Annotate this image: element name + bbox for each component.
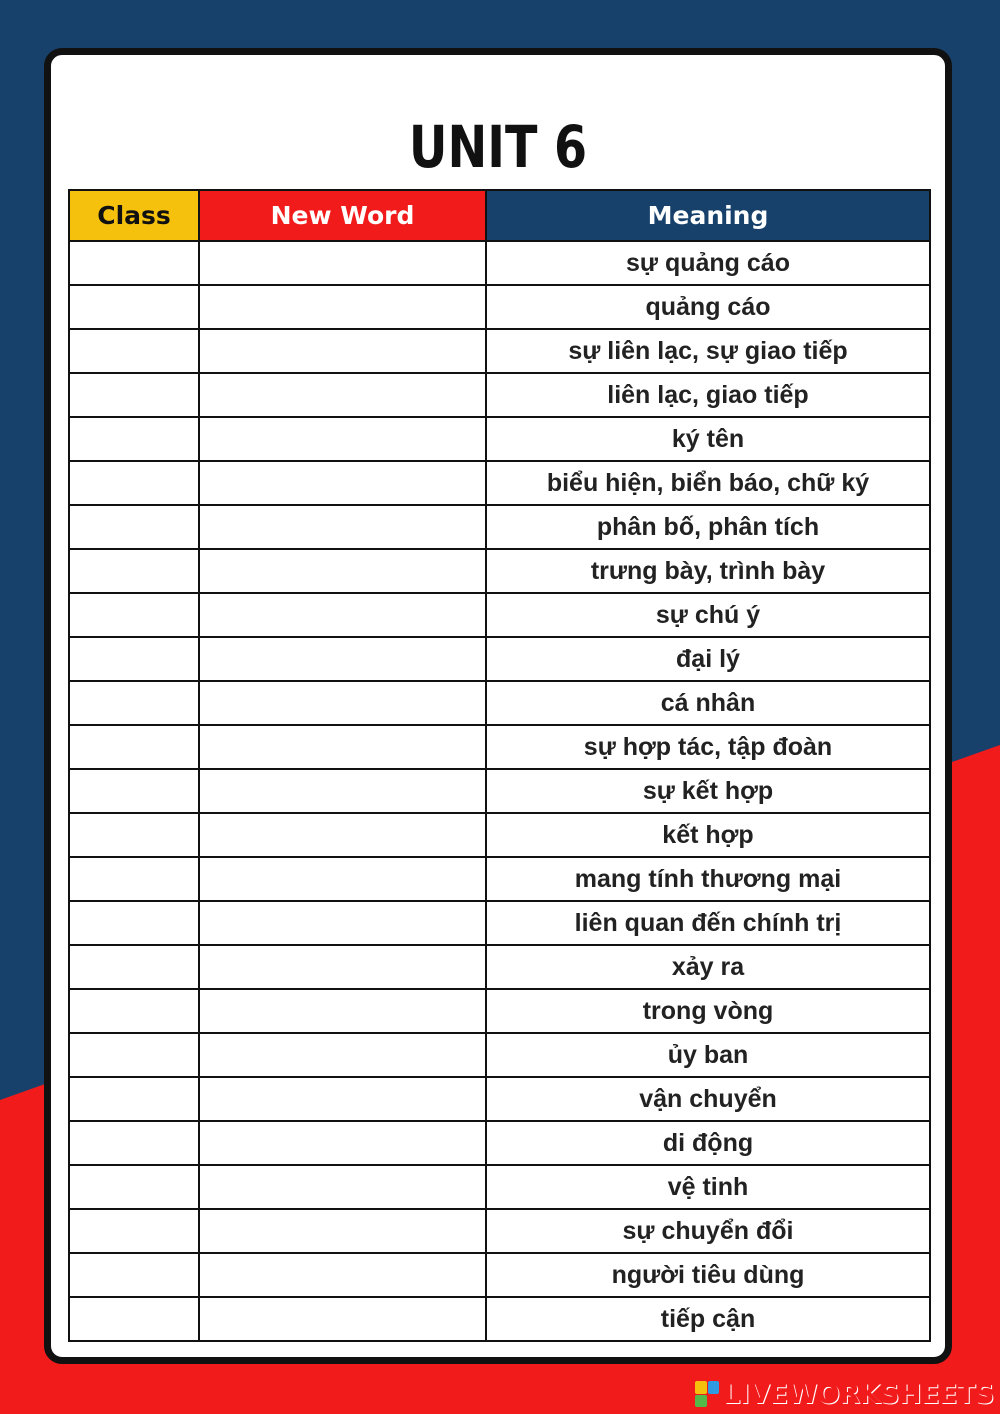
class-cell[interactable] (69, 681, 199, 725)
meaning-cell: sự chuyển đổi (486, 1209, 930, 1253)
table-row (69, 989, 930, 1033)
class-cell[interactable] (69, 1121, 199, 1165)
meaning-cell: người tiêu dùng (486, 1253, 930, 1297)
meaning-cell: mang tính thương mại (486, 857, 930, 901)
new-word-cell[interactable] (199, 593, 486, 637)
class-cell[interactable] (69, 1297, 199, 1341)
table-row (69, 725, 930, 769)
class-cell[interactable] (69, 417, 199, 461)
new-word-cell[interactable] (199, 549, 486, 593)
class-cell[interactable] (69, 725, 199, 769)
table-row (69, 1253, 930, 1297)
watermark-text: LIVEWORKSHEETS (723, 1378, 994, 1410)
meaning-cell: sự liên lạc, sự giao tiếp (486, 329, 930, 373)
table-row (69, 637, 930, 681)
table-row (69, 1209, 930, 1253)
table-row (69, 1297, 930, 1341)
class-cell[interactable] (69, 1033, 199, 1077)
header-new-word: New Word (199, 190, 486, 241)
table-row (69, 593, 930, 637)
table-row (69, 1121, 930, 1165)
meaning-cell: cá nhân (486, 681, 930, 725)
table-body (69, 241, 930, 1341)
class-cell[interactable] (69, 593, 199, 637)
worksheet-card (44, 48, 952, 1364)
liveworksheets-logo-icon (695, 1381, 719, 1407)
new-word-cell[interactable] (199, 769, 486, 813)
class-cell[interactable] (69, 1077, 199, 1121)
vocabulary-table (68, 189, 931, 1342)
table-row (69, 549, 930, 593)
table-row (69, 329, 930, 373)
table-row (69, 1033, 930, 1077)
new-word-cell[interactable] (199, 1077, 486, 1121)
new-word-cell[interactable] (199, 329, 486, 373)
meaning-cell: quảng cáo (486, 285, 930, 329)
meaning-cell: trong vòng (486, 989, 930, 1033)
table-row (69, 241, 930, 285)
table-row (69, 901, 930, 945)
table-row (69, 813, 930, 857)
class-cell[interactable] (69, 901, 199, 945)
new-word-cell[interactable] (199, 417, 486, 461)
meaning-cell: vệ tinh (486, 1165, 930, 1209)
class-cell[interactable] (69, 857, 199, 901)
class-cell[interactable] (69, 329, 199, 373)
new-word-cell[interactable] (199, 285, 486, 329)
table-row (69, 461, 930, 505)
meaning-cell: sự quảng cáo (486, 241, 930, 285)
class-cell[interactable] (69, 945, 199, 989)
meaning-cell: phân bố, phân tích (486, 505, 930, 549)
class-cell[interactable] (69, 769, 199, 813)
class-cell[interactable] (69, 989, 199, 1033)
table-row (69, 373, 930, 417)
table-row (69, 505, 930, 549)
new-word-cell[interactable] (199, 1033, 486, 1077)
class-cell[interactable] (69, 505, 199, 549)
class-cell[interactable] (69, 285, 199, 329)
meaning-cell: kết hợp (486, 813, 930, 857)
meaning-cell: trưng bày, trình bày (486, 549, 930, 593)
header-meaning: Meaning (486, 190, 930, 241)
table-row (69, 285, 930, 329)
new-word-cell[interactable] (199, 1121, 486, 1165)
class-cell[interactable] (69, 373, 199, 417)
class-cell[interactable] (69, 461, 199, 505)
class-cell[interactable] (69, 637, 199, 681)
new-word-cell[interactable] (199, 857, 486, 901)
table-row (69, 681, 930, 725)
meaning-cell: liên quan đến chính trị (486, 901, 930, 945)
class-cell[interactable] (69, 1253, 199, 1297)
class-cell[interactable] (69, 549, 199, 593)
meaning-cell: sự kết hợp (486, 769, 930, 813)
new-word-cell[interactable] (199, 505, 486, 549)
meaning-cell: ủy ban (486, 1033, 930, 1077)
header-class: Class (69, 190, 199, 241)
liveworksheets-watermark (695, 1378, 994, 1410)
new-word-cell[interactable] (199, 1253, 486, 1297)
meaning-cell: liên lạc, giao tiếp (486, 373, 930, 417)
meaning-cell: đại lý (486, 637, 930, 681)
new-word-cell[interactable] (199, 813, 486, 857)
table-header-row (69, 190, 930, 241)
new-word-cell[interactable] (199, 1165, 486, 1209)
meaning-cell: vận chuyển (486, 1077, 930, 1121)
new-word-cell[interactable] (199, 373, 486, 417)
new-word-cell[interactable] (199, 637, 486, 681)
new-word-cell[interactable] (199, 241, 486, 285)
new-word-cell[interactable] (199, 1297, 486, 1341)
table-row (69, 417, 930, 461)
meaning-cell: di động (486, 1121, 930, 1165)
new-word-cell[interactable] (199, 1209, 486, 1253)
new-word-cell[interactable] (199, 901, 486, 945)
meaning-cell: tiếp cận (486, 1297, 930, 1341)
table-row (69, 857, 930, 901)
table-row (69, 945, 930, 989)
table-row (69, 1077, 930, 1121)
table-row (69, 1165, 930, 1209)
class-cell[interactable] (69, 1209, 199, 1253)
meaning-cell: xảy ra (486, 945, 930, 989)
new-word-cell[interactable] (199, 945, 486, 989)
meaning-cell: biểu hiện, biển báo, chữ ký (486, 461, 930, 505)
class-cell[interactable] (69, 813, 199, 857)
class-cell[interactable] (69, 1165, 199, 1209)
class-cell[interactable] (69, 241, 199, 285)
meaning-cell: ký tên (486, 417, 930, 461)
new-word-cell[interactable] (199, 725, 486, 769)
meaning-cell: sự chú ý (486, 593, 930, 637)
page-title: UNIT 6 (408, 113, 588, 181)
new-word-cell[interactable] (199, 681, 486, 725)
meaning-cell: sự hợp tác, tập đoàn (486, 725, 930, 769)
new-word-cell[interactable] (199, 989, 486, 1033)
table-row (69, 769, 930, 813)
new-word-cell[interactable] (199, 461, 486, 505)
